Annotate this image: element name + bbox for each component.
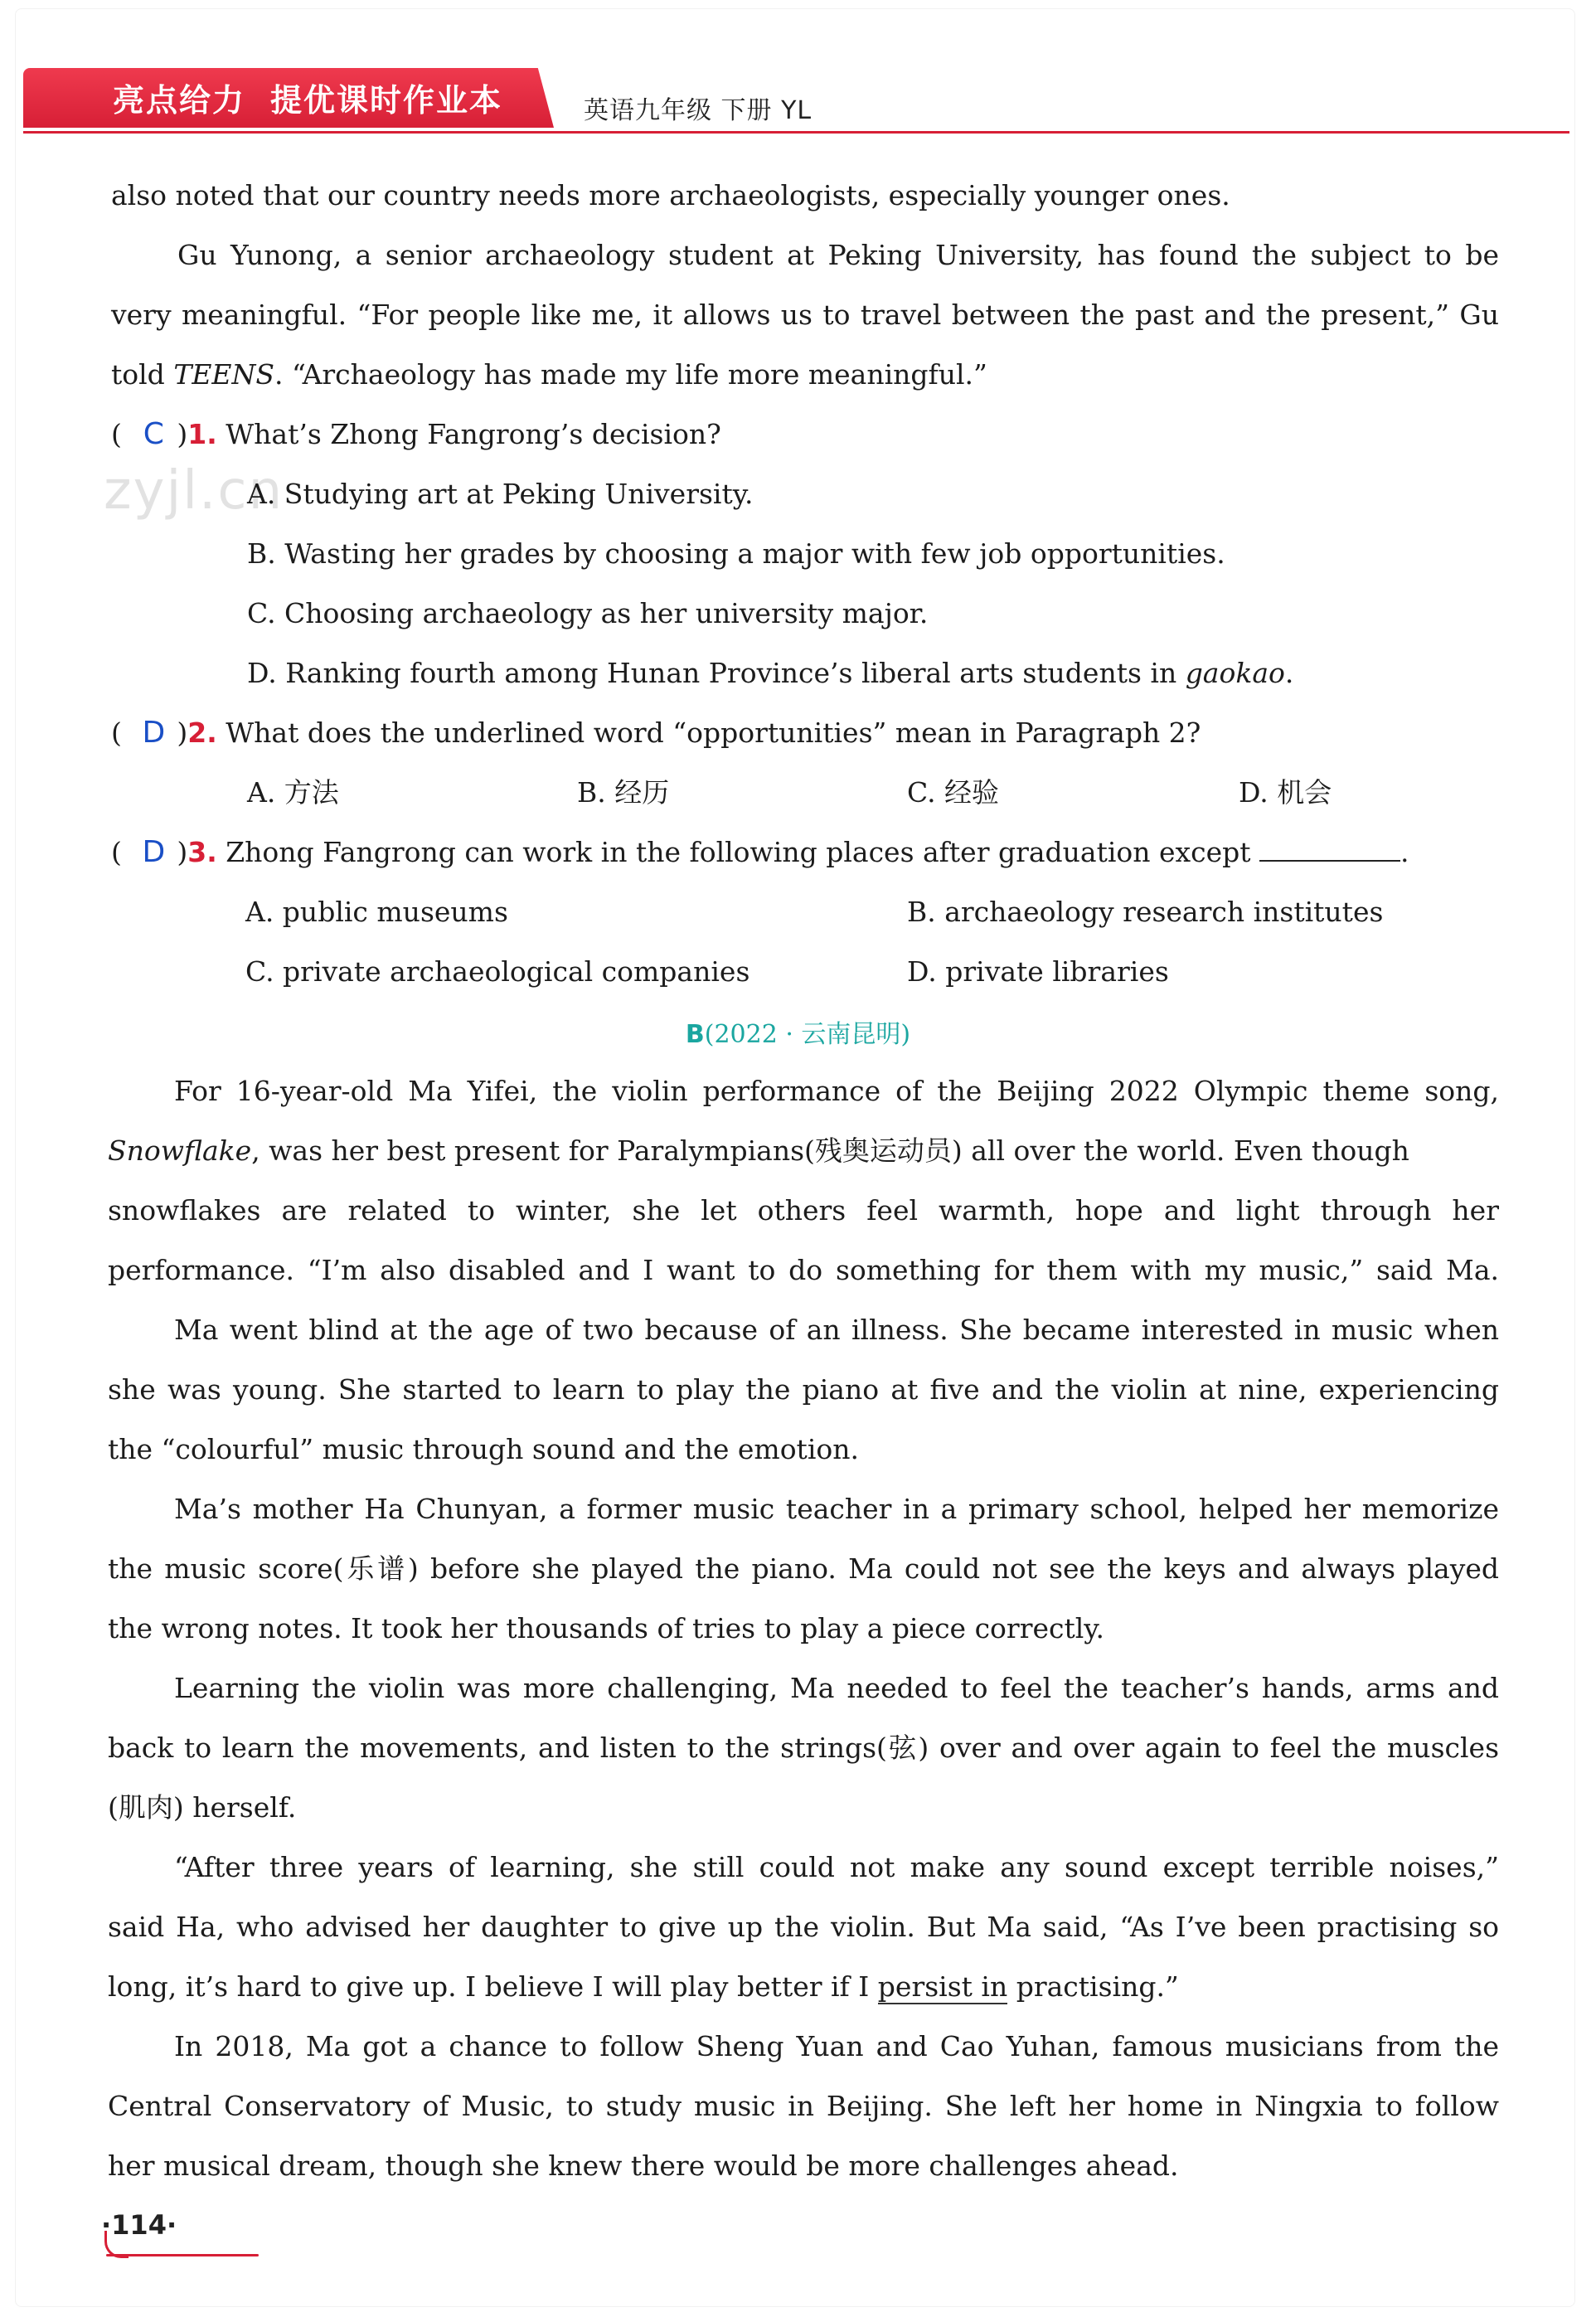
q1-option-d xyxy=(247,653,1293,693)
paragraph-b4-line2 xyxy=(108,1718,1499,1778)
paragraph-b3-line2 xyxy=(108,1539,1499,1599)
q1-option-c: C. Choosing archaeology as her university major. xyxy=(247,597,929,629)
series-name: 提优课时作业本 xyxy=(270,82,503,119)
text-line: Ma’s mother Ha Chunyan, a former music teacher in a primary school, helped her memorize xyxy=(174,1493,1499,1525)
page-header xyxy=(23,68,1574,143)
paragraph-b2-line3 xyxy=(108,1420,1499,1479)
text-line: “After three years of learning, she still could not make any sound except terrible noises,” xyxy=(174,1851,1499,1883)
question-3: ( D )3. Zhong Fangrong can work in the following places after graduation except . xyxy=(111,833,1409,872)
paragraph-gu-2 xyxy=(111,285,1499,345)
section-source: (2022 · 云南昆明) xyxy=(704,1020,911,1049)
paragraph-gu xyxy=(111,226,1499,285)
text-line: very meaningful. “For people like me, it allows us to travel between the past and the present,” Gu xyxy=(111,299,1499,331)
question-stem: What’s Zhong Fangrong’s decision? xyxy=(226,418,721,450)
q3-option-c: C. private archaeological companies xyxy=(245,955,750,988)
header-rule xyxy=(23,131,1569,134)
q2-option-b: B. 经历 xyxy=(577,776,670,809)
text-line: Learning the violin was more challenging, Ma needed to feel the teacher’s hands, arms and xyxy=(174,1672,1499,1704)
paragraph-b1-line4 xyxy=(108,1241,1499,1300)
paragraph-b2-line2 xyxy=(108,1360,1499,1420)
text-segment: long, it’s hard to give up. I believe I will play better if I xyxy=(108,1970,878,2003)
answer-2: D xyxy=(142,716,166,750)
paragraph-a-end xyxy=(111,166,1496,226)
text-line: said Ha, who advised her daughter to give up the violin. But Ma said, “As I’ve been practising so xyxy=(108,1911,1499,1943)
question-number: 1. xyxy=(187,418,217,450)
paragraph-b3 xyxy=(108,1479,1499,1539)
q1-option-a: A. Studying art at Peking University. xyxy=(247,478,754,510)
text-line: performance. “I’m also disabled and I want to do something for them with my music,” said Ma. xyxy=(108,1254,1499,1286)
text-segment: . “Archaeology has made my life more meaningful.” xyxy=(274,358,987,391)
header-brand xyxy=(113,75,502,120)
page-number: ·114· xyxy=(101,2209,177,2241)
header-subject: 英语九年级 下册 YL xyxy=(584,96,813,125)
paragraph-b1-line2 xyxy=(108,1131,1499,1171)
watermark-text: zyjl.cn xyxy=(104,460,284,522)
q2-option-a: A. 方法 xyxy=(247,776,339,809)
question-stem: Zhong Fangrong can work in the following places after graduation except xyxy=(226,836,1251,868)
text-line: also noted that our country needs more archaeologists, especially younger ones. xyxy=(111,179,1230,211)
text-line: the “colourful” music through sound and the emotion. xyxy=(108,1433,859,1465)
text-line: back to learn the movements, and listen to the strings(弦) over and over again to feel the muscles xyxy=(108,1732,1499,1764)
paragraph-b5-line3 xyxy=(108,1967,1179,2007)
paragraph-b1-line3 xyxy=(108,1181,1499,1241)
question-1: ( C )1. What’s Zhong Fangrong’s decision? xyxy=(111,415,721,454)
q3-option-b: B. archaeology research institutes xyxy=(907,896,1384,928)
brand-name: 亮点给力 xyxy=(113,82,246,119)
question-stem: What does the underlined word “opportunities” mean in Paragraph 2? xyxy=(226,717,1201,749)
paragraph-b6-line2 xyxy=(108,2077,1499,2136)
option-text: . xyxy=(1284,657,1294,689)
question-2: ( D )2. What does the underlined word “opportunities” mean in Paragraph 2? xyxy=(111,713,1201,753)
q2-option-c: C. 经验 xyxy=(907,776,1000,809)
song-title: Snowflake xyxy=(108,1134,252,1167)
answer-3: D xyxy=(142,835,166,869)
text-segment: , was her best present for Paralympians(残奥运动员) all over the world. Even though xyxy=(251,1134,1409,1167)
text-line: (肌肉) herself. xyxy=(108,1791,297,1824)
paragraph-gu-3 xyxy=(111,355,987,395)
stem-end: . xyxy=(1400,836,1409,868)
text-line: her musical dream, though she knew there would be more challenges ahead. xyxy=(108,2150,1179,2182)
option-text: D. Ranking fourth among Hunan Province’s liberal arts students in xyxy=(247,657,1186,689)
paragraph-b6 xyxy=(108,2017,1499,2077)
q2-option-d: D. 机会 xyxy=(1239,776,1332,809)
text-line: In 2018, Ma got a chance to follow Sheng Yuan and Cao Yuhan, famous musicians from the xyxy=(174,2030,1499,2062)
answer-1: C xyxy=(143,417,164,451)
paragraph-b1 xyxy=(108,1061,1499,1121)
section-b-title xyxy=(0,1013,1596,1050)
underlined-phrase: persist in xyxy=(877,1970,1008,2003)
q3-option-a: A. public museums xyxy=(245,896,508,928)
paragraph-b4 xyxy=(108,1659,1499,1718)
q3-option-d: D. private libraries xyxy=(907,955,1169,988)
text-line: the music score(乐谱) before she played the piano. Ma could not see the keys and always played xyxy=(108,1552,1499,1585)
paragraph-b6-line3 xyxy=(108,2136,1499,2196)
italic-name: TEENS xyxy=(173,358,274,391)
question-number: 2. xyxy=(187,717,217,749)
q1-option-b: B. Wasting her grades by choosing a major with few job opportunities. xyxy=(247,537,1225,570)
italic-term: gaokao xyxy=(1185,657,1285,689)
text-line: Ma went blind at the age of two because of an illness. She became interested in music when xyxy=(174,1314,1499,1346)
paragraph-b3-line3 xyxy=(108,1599,1499,1659)
page-number-rule xyxy=(106,2254,259,2256)
paragraph-b5 xyxy=(108,1838,1499,1897)
paragraph-b2 xyxy=(108,1300,1499,1360)
paragraph-b4-line3 xyxy=(108,1778,1499,1838)
text-line: Central Conservatory of Music, to study music in Beijing. She left her home in Ningxia to follow xyxy=(108,2090,1499,2122)
text-line: snowflakes are related to winter, she let others feel warmth, hope and light through her xyxy=(108,1194,1499,1227)
paragraph-b5-line2 xyxy=(108,1897,1499,1957)
section-label: B xyxy=(685,1020,705,1049)
text-segment: practising.” xyxy=(1007,1970,1179,2003)
text-line: she was young. She started to learn to play the piano at five and the violin at nine, experiencing xyxy=(108,1373,1499,1406)
answer-blank xyxy=(1259,835,1400,862)
text-line: the wrong notes. It took her thousands of tries to play a piece correctly. xyxy=(108,1612,1105,1644)
text-line: For 16-year-old Ma Yifei, the violin performance of the Beijing 2022 Olympic theme song, xyxy=(174,1075,1499,1107)
text-line: Gu Yunong, a senior archaeology student at Peking University, has found the subject to be xyxy=(177,239,1499,271)
question-number: 3. xyxy=(187,836,217,868)
text-segment: told xyxy=(111,358,174,391)
